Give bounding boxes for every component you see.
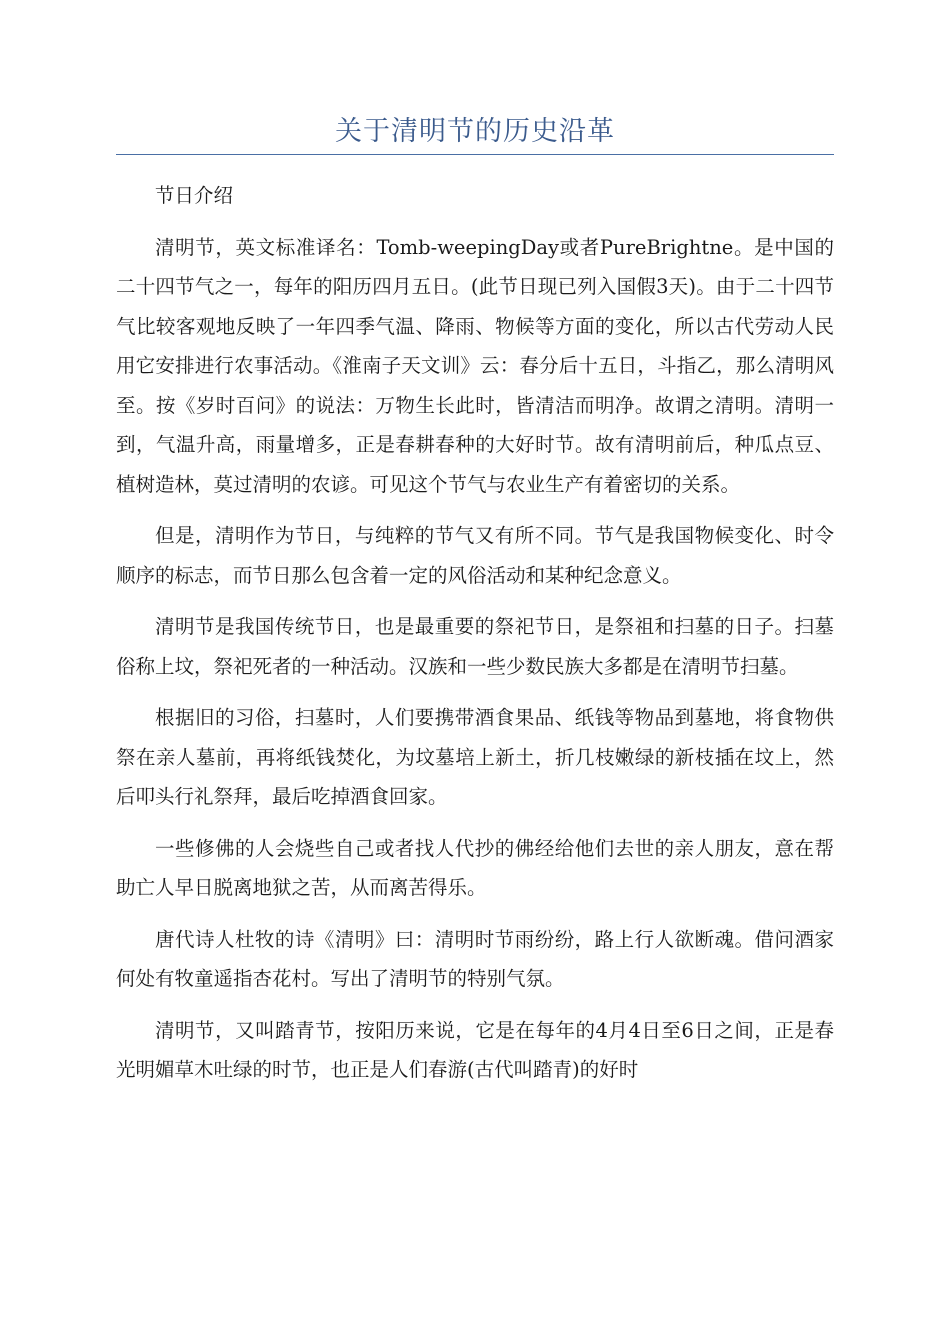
- paragraph-intro: 清明节，英文标准译名：Tomb-weepingDay或者PureBrightne。是中国的二十四节气之一，每年的阳历四月五日。(此节日现已列入国假3天)。由于二十四节气比较客观地反映了一年四季气温、降雨、物候等方面的变化，所以古代劳动人民用它安排进行农事活动。《淮南子天文训》云：春分后十五日，斗指乙，那么清明风至。按《岁时百问》的说法：万物生长此时，皆清洁而明净。故谓之清明。清明一到，气温升高，雨量增多，正是春耕春种的大好时节。故有清明前后，种瓜点豆、植树造林，莫过清明的农谚。可见这个节气与农业生产有着密切的关系。: [116, 235, 834, 496]
- document-title: 关于清明节的历史沿革: [335, 116, 615, 147]
- paragraph-festival-vs-solar-term: 但是，清明作为节日，与纯粹的节气又有所不同。节气是我国物候变化、时令顺序的标志，而节日那么包含着一定的风俗活动和某种纪念意义。: [116, 524, 834, 587]
- paragraph-customs: 根据旧的习俗，扫墓时，人们要携带酒食果品、纸钱等物品到墓地，将食物供祭在亲人墓前，再将纸钱焚化，为坟墓培上新土，折几枝嫩绿的新枝插在坟上，然后叩头行礼祭拜，最后吃掉酒食回家。: [116, 706, 834, 808]
- paragraph-spring-outing: 清明节，又叫踏青节，按阳历来说，它是在每年的4月4日至6日之间，正是春光明媚草木吐绿的时节，也正是人们春游(古代叫踏青)的好时: [116, 1018, 834, 1081]
- paragraph-tomb-sweeping: 清明节是我国传统节日，也是最重要的祭祀节日，是祭祖和扫墓的日子。扫墓俗称上坟，祭祀死者的一种活动。汉族和一些少数民族大多都是在清明节扫墓。: [116, 615, 834, 678]
- section-heading: 节日介绍: [155, 184, 234, 207]
- paragraph-du-mu-poem: 唐代诗人杜牧的诗《清明》曰：清明时节雨纷纷，路上行人欲断魂。借问酒家何处有牧童遥指杏花村。写出了清明节的特别气氛。: [116, 927, 834, 990]
- title-underline: [116, 154, 834, 155]
- document-body: [116, 176, 834, 1102]
- paragraph-buddhist-practice: 一些修佛的人会烧些自己或者找人代抄的佛经给他们去世的亲人朋友，意在帮助亡人早日脱离地狱之苦，从而离苦得乐。: [116, 836, 834, 899]
